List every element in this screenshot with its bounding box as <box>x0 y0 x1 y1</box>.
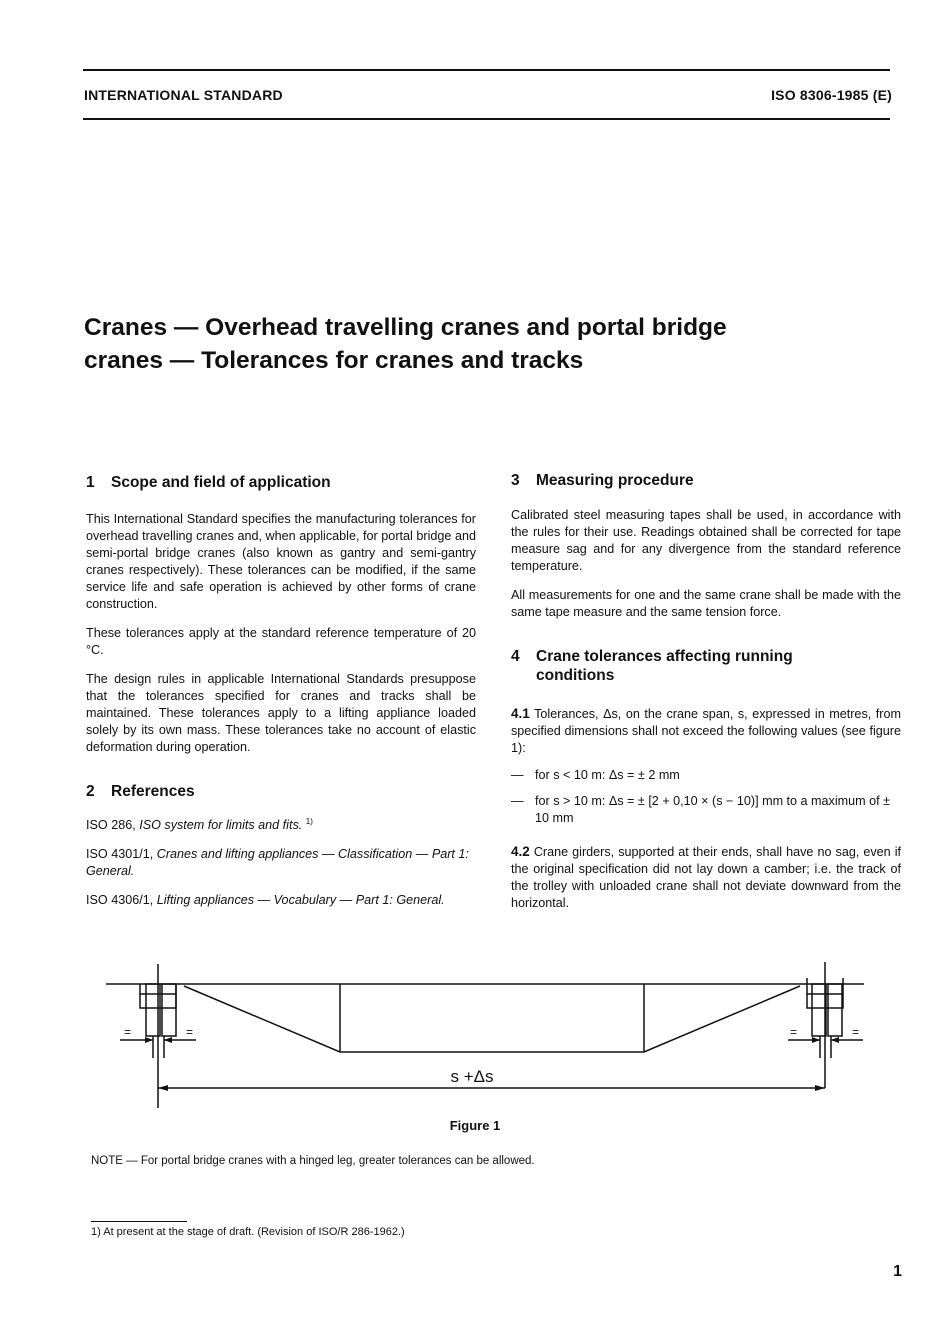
span-dimension-label: s +Δs <box>450 1067 494 1086</box>
section-1-heading <box>86 473 476 492</box>
dimension-arrow-right <box>815 1085 825 1091</box>
equal-mark: = <box>852 1025 860 1039</box>
section-3-para-1: Calibrated steel measuring tapes shall be used, in accordance with the rules for their use. Readings obtained shall be corrected for tape measure sag and for any divergence from the standard reference temperature. <box>511 508 901 573</box>
section-4-title: Crane tolerances affecting running conditions <box>536 648 793 684</box>
header-top-rule <box>83 69 890 71</box>
page-title <box>84 311 904 377</box>
girder-bottom-profile <box>184 986 800 1052</box>
section-4-number: 4 <box>511 648 520 665</box>
right-column <box>511 468 901 912</box>
section-2-title: References <box>111 783 195 800</box>
title-line-2: cranes — Tolerances for cranes and tracks <box>84 347 584 374</box>
dimension-arrow-left <box>158 1085 168 1091</box>
section-4-heading <box>511 647 901 685</box>
left-column <box>86 468 476 909</box>
header-bottom-rule <box>83 118 890 120</box>
section-1-para-2: These tolerances apply at the standard reference temperature of 20 °C. <box>86 626 476 657</box>
document-type: INTERNATIONAL STANDARD <box>84 87 283 103</box>
section-1-para-1: This International Standard specifies the manufacturing tolerances for overhead travelling cranes and, when applicable, for portal bridge and semi-portal bridge cranes (also known as gantry and semi-gantry cranes respectively). These tolerances can be modified, if the same service life and safe operation is achieved by other forms of crane construction. <box>86 512 476 611</box>
section-3-para-2: All measurements for one and the same crane shall be made with the same tape measure and the same tension force. <box>511 588 901 619</box>
figure-1-drawing <box>100 958 870 1108</box>
left-end-carriage <box>140 964 176 1108</box>
page-number: 1 <box>893 1263 902 1280</box>
document-number: ISO 8306-1985 (E) <box>771 87 892 103</box>
list-item: — for s > 10 m: Δs = ± [2 + 0,10 × (s − 10)] mm to a maximum of ± 10 mm <box>511 794 891 825</box>
section-2-heading <box>86 782 476 801</box>
list-item: — for s < 10 m: Δs = ± 2 mm <box>511 768 680 782</box>
footnote: 1) At present at the stage of draft. (Revision of ISO/R 286-1962.) <box>91 1226 405 1238</box>
section-3-number: 3 <box>511 472 520 489</box>
equal-mark: = <box>790 1025 798 1039</box>
figure-note: NOTE — For portal bridge cranes with a hinged leg, greater tolerances can be allowed. <box>91 1155 535 1167</box>
section-1-para-3: The design rules in applicable International Standards presuppose that the tolerances specified for cranes and tracks shall be maintained. These tolerances apply to a lifting appliance loaded solely by its own mass. These tolerances take no account of elastic deformation during operation. <box>86 672 476 754</box>
section-3-heading <box>511 471 901 490</box>
reference-item: ISO 286, ISO system for limits and fits. $^{1)}$ <box>86 817 313 833</box>
section-3-title: Measuring procedure <box>536 472 694 489</box>
reference-item: ISO 4306/1, Lifting appliances — Vocabulary — Part 1: General. <box>86 893 445 908</box>
equal-mark: = <box>186 1025 194 1039</box>
section-1-title: Scope and field of application <box>111 474 331 491</box>
clause-4-2: 4.2 Crane girders, supported at their ends, shall have no sag, even if the original specification did not lay down a camber; i.e. the track of the trolley with unloaded crane shall not deviate downward from the horizontal. <box>511 844 902 910</box>
footnote-rule <box>91 1221 187 1222</box>
title-line-1: Cranes — Overhead travelling cranes and portal bridge <box>84 314 727 341</box>
right-end-carriage <box>807 962 843 1088</box>
figure-caption: Figure 1 <box>449 1118 501 1133</box>
reference-item: ISO 4301/1, Cranes and lifting appliances — Classification — Part 1: General. <box>86 847 469 879</box>
equal-mark: = <box>124 1025 132 1039</box>
clause-4-1: 4.1 Tolerances, Δs, on the crane span, s, expressed in metres, from specified dimensions shall not exceed the following values (see figure 1): <box>511 706 901 755</box>
section-1-number: 1 <box>86 474 95 491</box>
section-2-number: 2 <box>86 783 95 800</box>
